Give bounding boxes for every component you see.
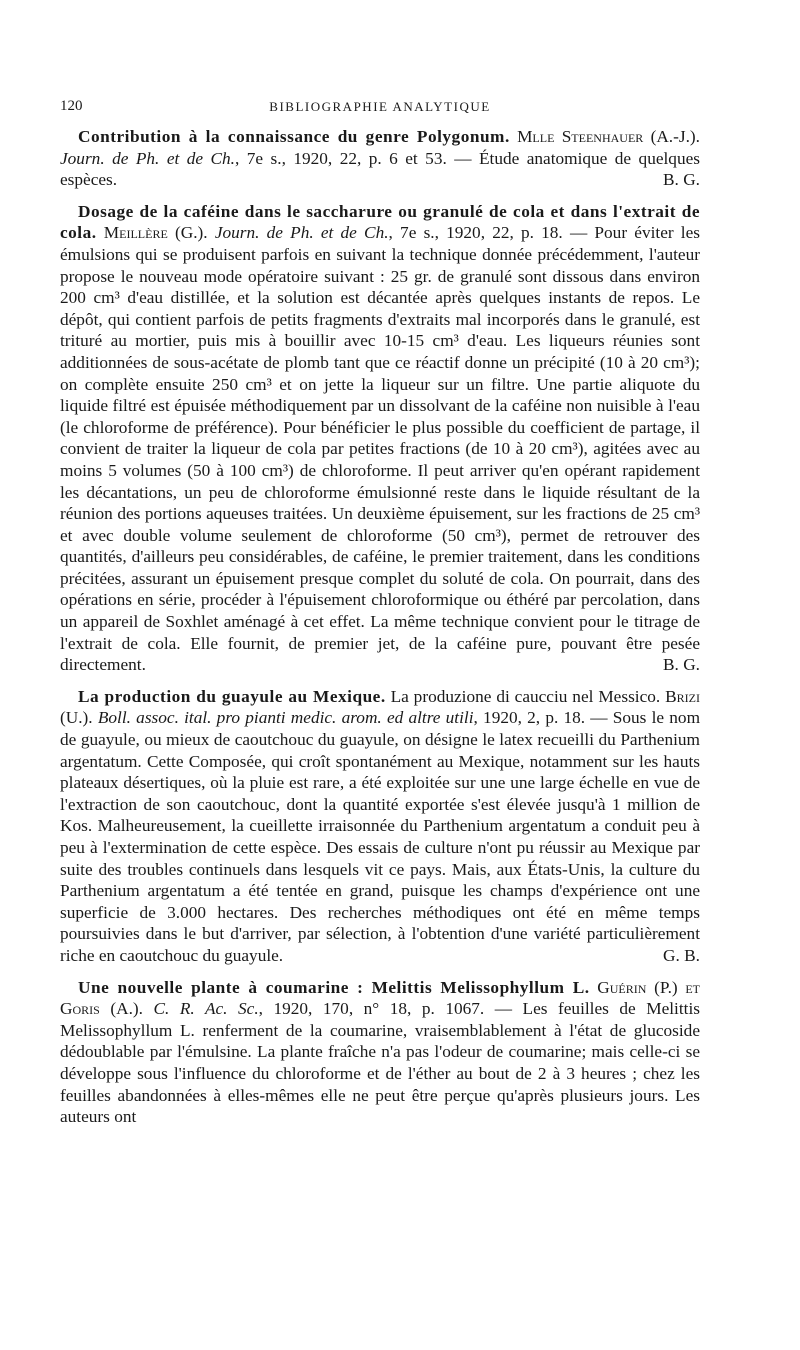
entry-source: C. R. Ac. Sc. <box>153 999 259 1019</box>
bibliography-entry <box>60 126 700 191</box>
entry-title: Contribution à la connaissance du genre Polygonum. <box>78 127 510 146</box>
entry-body: — Sous le nom de guayule, ou mieux de caoutchouc du guayule, on désigne le latex recueilli du Parthenium argentatum. Cette Composée, qui croît spontanément au Mexique, notamment sur les hauts plateaux désertiques, où la pluie est rare, a été exploitée sur une une large échelle en vue de l'extraction de son caoutchouc, dont la quantité exportée s'est élevée jusqu'à 1 million de Kos. Malheureusement, la cueillette irraisonnée du Parthenium argentatum a conduit peu à peu à l'extermination de cette espèce. Des essais de culture n'ont pu réussir au Mexique par suite des troubles continuels dans lesquels vit ce pays. Mais, aux États-Unis, la culture du Parthenium argentatum a été tentée en grand, puisque les champs d'expérience ont une superficie de 3.000 hectares. Des recherches méthodiques ont été en même temps poursuivies dans le but d'arriver, par sélection, à l'obtention d'une variété particulièrement riche en caoutchouc du guayule. <box>60 708 701 965</box>
entry-source: Boll. assoc. ital. pro pianti medic. arom. ed altre utili <box>97 708 474 728</box>
page-number: 120 <box>60 98 83 114</box>
entry-title: La production du guayule au Mexique. <box>78 686 386 706</box>
bibliography-entry <box>60 686 700 967</box>
entry-signature: G. B. <box>663 945 700 965</box>
entry-signature: B. G. <box>663 170 700 190</box>
running-title: BIBLIOGRAPHIE ANALYTIQUE <box>269 99 491 114</box>
bibliography-entry <box>60 977 700 1128</box>
entry-source: Journ. de Ph. et de Ch. <box>214 223 389 243</box>
entry-title: Dosage de la caféine dans le saccharure ou granulé de cola et dans l'extrait de cola. <box>60 201 700 243</box>
entry-author: Mlle Steenhauer (A.-J.). <box>517 127 700 146</box>
entry-body: — Pour éviter les émulsions qui se produisent parfois en suivant la technique donnée précédemment, l'auteur propose le nouveau mode opératoire suivant : 25 gr. de granulé sont dissous dans environ 200 cm³ d'eau distillée, et la solution est décantée après quelques instants de repos. Le dépôt, qui contient parfois de petits fragments d'extraits mal incorporés dans le granulé, est trituré au mortier, puis mis à bouillir avec 10-15 cm³ d'eau. Les liqueurs réunies sont additionnées de sous-acétate de plomb tant que ce réactif donne un précipité (10 à 20 cm³); on complète ensuite 250 cm³ et on jette la liqueur sur un filtre. Une partie aliquote du liquide filtré est épuisée méthodiquement par un dissolvant de la caféine non nuisible à l'eau (le chloroforme de préférence). Pour bénéficier le plus possible du coefficient de partage, il convient de traiter la liqueur de cola par petites fractions (de 10 à 20 cm³), agitées avec au moins 5 volumes (50 à 100 cm³) de chloroforme. Il peut arriver qu'en opérant rapidement les décantations, un peu de chloroforme émulsionné reste dans le liquide résultant de la réunion des portions aqueuses traitées. Un deuxième épuisement, sur les fractions de 25 cm³ et avec double volume seulement de chloroforme (50 cm³), permet de retrouver des quantités, d'ailleurs peu considérables, de caféine, le premier traitement, dans les conditions précitées, assurant un épuisement presque complet du soluté de cola. On pourrait, dans des opérations en série, procéder à l'épuisement chloroformique ou éthéré par percolation, dans un appareil de Soxhlet aménagé à cet effet. La même technique convient pour le titrage de l'extrait de cola. Elle fournit, de premier jet, de la caféine pure, pouvant être pesée directement. <box>60 223 701 675</box>
entry-citation: , 7e s., 1920, 22, p. 6 et 53. — Étude anatomique de quelques espèces. <box>60 148 700 190</box>
entry-author: Brizi (U.). <box>60 686 700 728</box>
entry-citation: , 1920, 2, p. 18. <box>473 708 586 728</box>
entry-citation: , 1920, 170, n° 18, p. 1067. <box>258 999 485 1019</box>
page-header <box>60 98 700 120</box>
entry-author: Meillère (G.). <box>103 223 208 243</box>
document-page <box>60 98 700 1128</box>
entry-title: Une nouvelle plante à coumarine : Melittis Melissophyllum L. <box>78 977 590 997</box>
entry-citation: , 7e s., 1920, 22, p. 18. <box>388 223 563 243</box>
entry-signature: B. G. <box>663 655 700 675</box>
entry-subtitle: La produzione di caucciu nel Messico. <box>385 686 661 706</box>
entry-body: — Les feuilles de Melittis Melissophyllum L. renferment de la coumarine, vraisemblablement à l'état de glucoside dédoublable par l'émulsine. La plante fraîche n'a pas l'odeur de coumarine; mais celle-ci se développe sous l'influence du chloroforme et de l'éther au bout de 2 à 3 heures ; chez les feuilles abandonnées à elles-mêmes elle ne peut être perçue qu'après plusieurs jours. Les auteurs ont <box>60 999 700 1127</box>
bibliography-entry <box>60 201 700 676</box>
entry-source: Journ. de Ph. et de Ch. <box>60 148 235 168</box>
entry-author: Guérin (P.) et Goris (A.). <box>60 977 700 1019</box>
